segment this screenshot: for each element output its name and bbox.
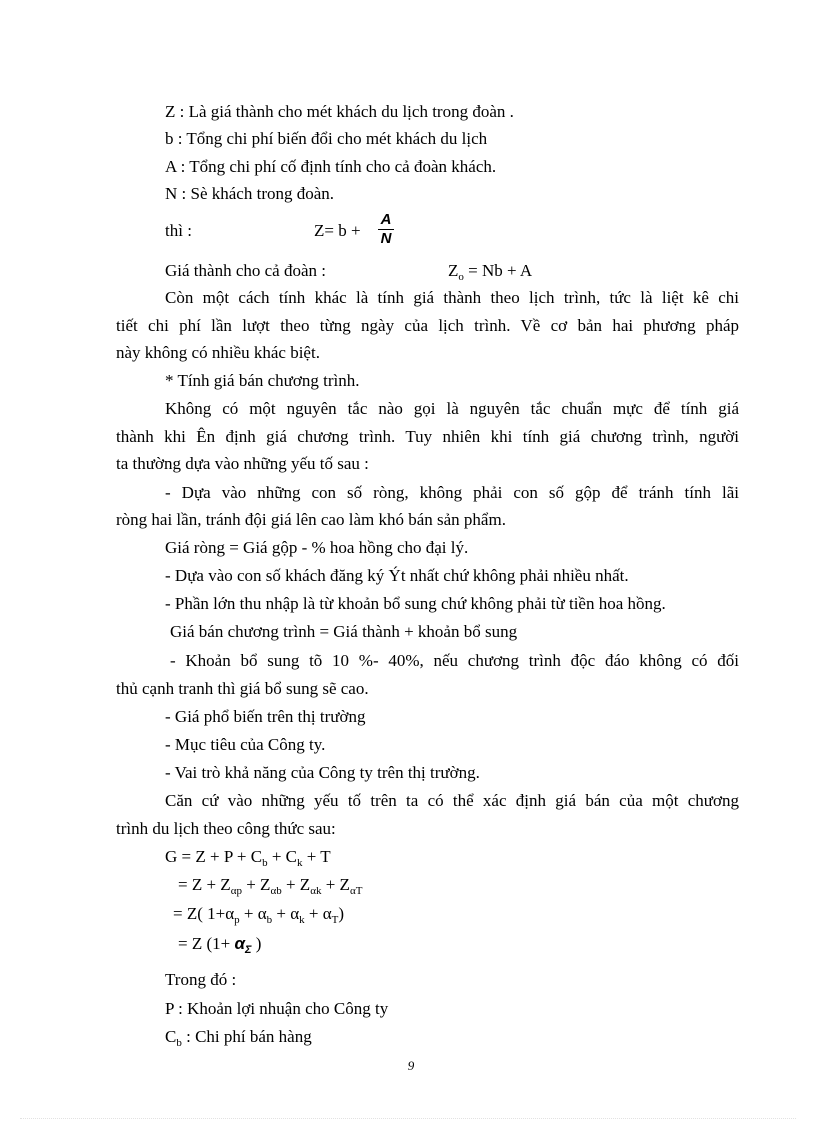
eq3-sub: T [331,914,339,926]
eq2-sub: αk [310,885,322,897]
eq3-sub: k [299,914,305,926]
eq1-part: G = Z + P + C [165,847,263,866]
definition-z: Z : Là giá thành cho mét khách du lịch trong đoàn . [165,102,514,121]
eq2-part: + Z [241,875,271,894]
formula2-zsub: o [458,271,464,283]
alpha-sigma-symbol: α [234,934,246,953]
para1-line1: Còn một cách tính khác là tính giá thành theo lịch trình, tức là liệt kê chi [165,288,739,307]
equation-line2 [178,874,362,902]
term-p [165,998,388,1020]
eq2-part: = Z + Z [178,875,231,894]
min-guest-line: - Dựa vào con số khách đăng ký Ýt nhất chứ không phải nhiều nhất. [165,566,629,585]
eq4-part: = Z (1+ [178,934,235,953]
formula2-z: Z [448,261,459,280]
where-label: Trong đó : [165,970,237,989]
term-p-desc: : Khoản lợi nhuận cho Công ty [173,999,389,1018]
eq3-part: + α [304,904,332,923]
formula1-lhs: Z= b + [314,221,361,240]
eq4-part: ) [251,934,262,953]
net-price-line: Giá ròng = Giá gộp - % hoa hồng cho đại lý. [165,538,469,557]
para3-line2: ròng hai lần, tránh đội giá lên cao làm khó bán sản phẩm. [116,510,506,529]
term-cb-sub: b [176,1037,182,1049]
eq1-part: + T [302,847,331,866]
formula2-label: Giá thành cho cả đoàn : [165,261,326,280]
eq1-part: + C [267,847,298,866]
eq3-sub: p [234,914,240,926]
para4-line1: - Khoản bổ sung tõ 10 %- 40%, nếu chương trình độc đáo không có đối [170,651,739,670]
fraction-denominator: N [380,230,392,247]
section-heading: * Tính giá bán chương trình. [165,371,360,390]
definition-n: N : Sè khách trong đoàn. [165,184,335,203]
eq3-part: + α [272,904,300,923]
eq3-sub: b [266,914,273,926]
para2-line1: Không có một nguyên tắc nào gọi là nguyên tắc chuẩn mực để tính giá [165,399,739,418]
para2-line3: ta thường dựa vào những yếu tố sau : [116,454,369,473]
formula1-fraction [376,212,396,247]
sale-price-line: Giá bán chương trình = Giá thành + khoản bổ sung [170,622,518,641]
equation-line3 [173,903,344,931]
sigma-subscript: Σ [245,944,252,956]
para2-line2: thành khi Ên định giá chương trình. Tuy nhiên khi tính giá chương trình, người [116,427,739,446]
formula2-equation [448,260,532,288]
equation-line1 [165,846,331,874]
eq1-sub: k [297,857,303,869]
income-source-line: - Phần lớn thu nhập là từ khoản bổ sung chứ không phải từ tiền hoa hồng. [165,594,666,613]
para1-line3: này không có nhiều khác biệt. [116,343,320,362]
para5-line2: trình du lịch theo công thức sau: [116,819,336,838]
company-role-line: - Vai trò khả năng của Công ty trên thị trường. [165,763,480,782]
term-cb-desc: : Chi phí bán hàng [181,1027,312,1046]
term-p-key: P [165,999,174,1018]
definition-b: b : Tổng chi phí biến đổi cho mét khách du lịch [165,129,488,148]
eq2-part: + Z [281,875,311,894]
fraction-numerator: A [380,211,392,228]
eq3-part: + α [239,904,267,923]
para5-line1: Căn cứ vào những yếu tố trên ta có thể xác định giá bán của một chương [165,791,739,810]
eq3-part: = Z( 1+α [173,904,235,923]
market-price-line: - Giá phổ biến trên thị trường [165,707,366,726]
formula1-label: thì : [165,221,192,240]
eq3-part: ) [338,904,345,923]
eq2-part: + Z [321,875,350,894]
company-goal-line: - Mục tiêu của Công ty. [165,735,326,754]
para3-line1: - Dựa vào những con số ròng, không phải con số gộp để tránh tính lãi [165,483,739,502]
eq2-sub: αT [349,885,363,897]
eq2-sub: αb [270,885,282,897]
para4-line2: thủ cạnh tranh thì giá bổ sung sẽ cao. [116,679,369,698]
equation-line4 [178,933,261,961]
term-cb [165,1026,312,1054]
eq1-sub: b [262,857,268,869]
page-bottom-border [20,1118,796,1119]
definition-a: A : Tổng chi phí cố định tính cho cả đoàn khách. [165,157,497,176]
eq2-sub: αp [230,885,242,897]
term-cb-key: C [165,1027,177,1046]
formula2-rhs: = Nb + A [463,261,533,280]
para1-line2: tiết chi phí lần lượt theo từng ngày của lịch trình. Về cơ bản hai phương pháp [116,316,739,335]
page-number: 9 [407,1058,415,1073]
